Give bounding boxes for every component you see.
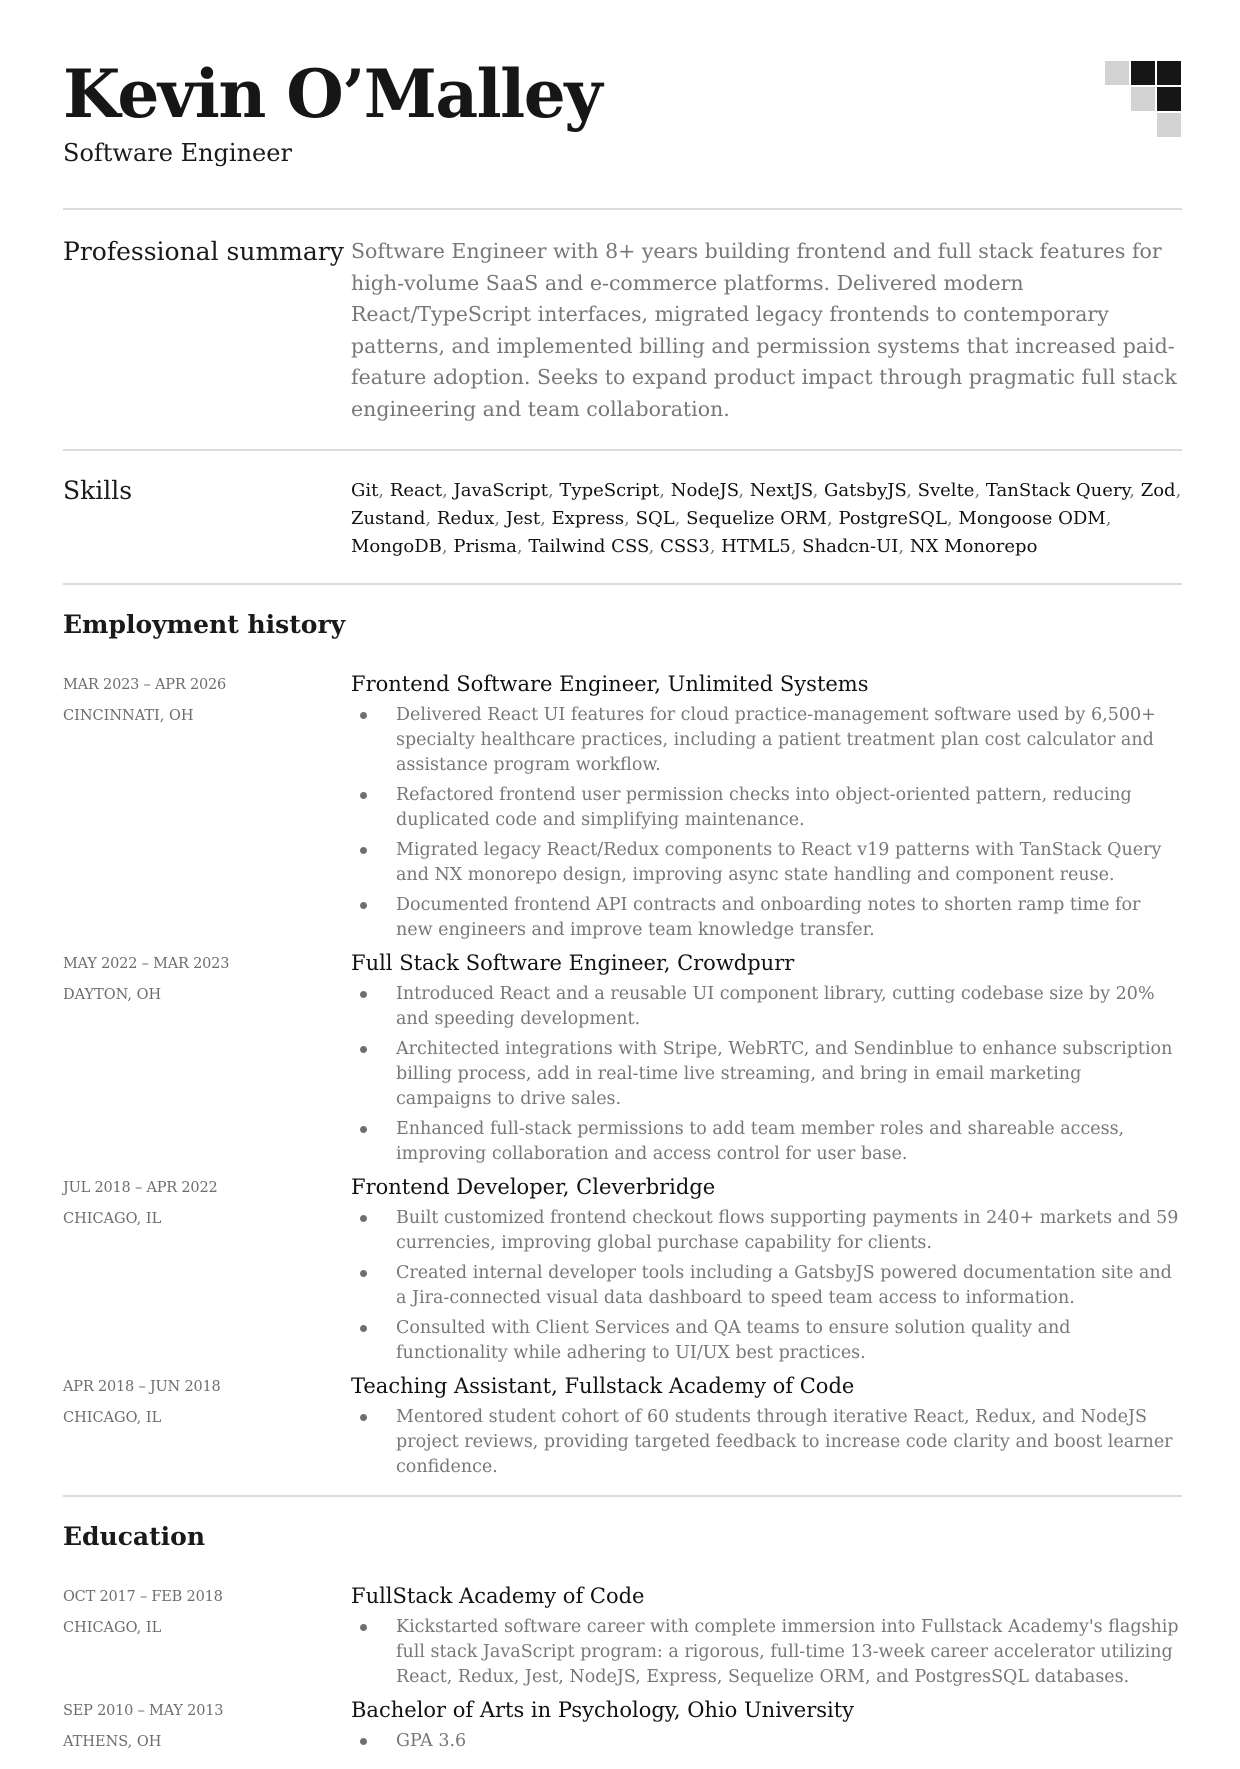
skill-item: MongoDB bbox=[351, 536, 442, 557]
entry-title: Bachelor of Arts in Psychology, Ohio University bbox=[351, 1698, 855, 1722]
bullet-list bbox=[351, 982, 1182, 1167]
entry-location: ATHENS, OH bbox=[63, 1734, 162, 1750]
skill-item: Sequelize ORM bbox=[686, 508, 827, 529]
resume-page bbox=[63, 0, 1182, 1769]
bullet-text: Introduced React and a reusable UI component library, cutting codebase size by 20% and speeding development. bbox=[396, 984, 1155, 1029]
skill-item: Zustand bbox=[351, 508, 426, 529]
jobs-list bbox=[63, 669, 1182, 1485]
bullet-text: Consulted with Client Services and QA teams to ensure solution quality and functionality while adhering to UI/UX best practices. bbox=[396, 1318, 1071, 1363]
bullet-text: GPA 3.6 bbox=[396, 1731, 467, 1751]
bullet-item bbox=[351, 1405, 1182, 1480]
bullet-item bbox=[351, 838, 1182, 888]
bullet-dot-icon bbox=[360, 1738, 367, 1745]
bullet-dot-icon bbox=[360, 1046, 367, 1053]
entry-dates: MAR 2023 – APR 2026 bbox=[63, 677, 227, 693]
logo-square bbox=[1131, 87, 1155, 111]
skill-item: NodeJS bbox=[670, 480, 739, 501]
bullet-text: Migrated legacy React/Redux components to React v19 patterns with TanStack Query and NX monorepo design, improving async state handling and component reuse. bbox=[396, 840, 1162, 885]
skill-item: Prisma bbox=[453, 536, 517, 557]
bullet-item bbox=[351, 1206, 1182, 1256]
skills-list: Git, React, JavaScript, TypeScript, NodeJS, NextJS, GatsbyJS, Svelte, TanStack Query, Zod, Zustand, Redux, Jest, Express, SQL, Sequelize ORM, PostgreSQL, Mongoose ODM, MongoDB, Prisma, Tailwind CSS, CSS3, HTML5, Shadcn-UI, NX Monorepo bbox=[351, 480, 1182, 557]
entry-title: Frontend Developer, Cleverbridge bbox=[351, 1175, 716, 1199]
skill-item: TypeScript bbox=[559, 480, 660, 501]
skill-item: HTML5 bbox=[721, 536, 791, 557]
bullet-list bbox=[351, 1405, 1182, 1480]
entry-title: FullStack Academy of Code bbox=[351, 1584, 645, 1608]
entry-dates: SEP 2010 – MAY 2013 bbox=[63, 1703, 224, 1719]
skill-item: CSS3 bbox=[660, 536, 710, 557]
bullet-item bbox=[351, 893, 1182, 943]
skill-item: Git bbox=[351, 480, 379, 501]
entry-dates: MAY 2022 – MAR 2023 bbox=[63, 956, 230, 972]
bullet-dot-icon bbox=[360, 1126, 367, 1133]
bullet-dot-icon bbox=[360, 1325, 367, 1332]
skill-item: PostgreSQL bbox=[838, 508, 947, 529]
bullet-list bbox=[351, 1729, 1182, 1754]
logo-square bbox=[1157, 61, 1181, 85]
logo-square bbox=[1105, 61, 1129, 85]
skill-item: Shadcn-UI bbox=[802, 536, 899, 557]
bullet-dot-icon bbox=[360, 792, 367, 799]
skill-item: Zod bbox=[1140, 480, 1176, 501]
skill-item: NX Monorepo bbox=[909, 536, 1038, 557]
logo-square bbox=[1157, 87, 1181, 111]
entry-title: Teaching Assistant, Fullstack Academy of Code bbox=[351, 1374, 855, 1398]
logo-square bbox=[1131, 61, 1155, 85]
bullet-text: Created internal developer tools including a GatsbyJS powered documentation site and a Jira-connected visual data dashboard to speed team access to information. bbox=[396, 1263, 1172, 1308]
bullet-text: Architected integrations with Stripe, WebRTC, and Sendinblue to enhance subscription billing process, add in real-time live streaming, and bring in email marketing campaigns to drive sales. bbox=[396, 1039, 1173, 1109]
bullet-text: Built customized frontend checkout flows supporting payments in 240+ markets and 59 currencies, improving global purchase capability for clients. bbox=[396, 1208, 1179, 1253]
employment-section bbox=[63, 585, 1182, 1497]
bullet-dot-icon bbox=[360, 991, 367, 998]
employment-heading: Employment history bbox=[63, 610, 346, 639]
summary-text: Software Engineer with 8+ years building frontend and full stack features for high-volume SaaS and e-commerce platforms. Delivered modern React/TypeScript interfaces, migrated legacy frontends to contemporary patterns, and implemented billing and permission systems that increased paid-feature adoption. Seeks to expand product impact through pragmatic full stack engineering and team collaboration. bbox=[351, 239, 1177, 421]
bullet-list bbox=[351, 1206, 1182, 1366]
skill-item: GatsbyJS bbox=[824, 480, 907, 501]
candidate-title: Software Engineer bbox=[63, 139, 292, 167]
entry-dates: OCT 2017 – FEB 2018 bbox=[63, 1589, 223, 1605]
education-entry bbox=[63, 1581, 1182, 1695]
entry-dates: JUL 2018 – APR 2022 bbox=[63, 1180, 218, 1196]
education-section bbox=[63, 1497, 1182, 1769]
entry-location: CHICAGO, IL bbox=[63, 1410, 162, 1426]
job-entry bbox=[63, 948, 1182, 1172]
skill-item: Svelte bbox=[917, 480, 975, 501]
summary-heading: Professional summary bbox=[63, 237, 344, 266]
bullet-list bbox=[351, 1615, 1182, 1690]
bullet-dot-icon bbox=[360, 1270, 367, 1277]
entry-location: CHICAGO, IL bbox=[63, 1211, 162, 1227]
education-list bbox=[63, 1581, 1182, 1759]
skills-heading: Skills bbox=[63, 476, 133, 505]
job-entry bbox=[63, 669, 1182, 948]
bullet-item bbox=[351, 1729, 1182, 1754]
bullet-item bbox=[351, 1117, 1182, 1167]
skill-item: Tailwind CSS bbox=[528, 536, 649, 557]
entry-title: Full Stack Software Engineer, Crowdpurr bbox=[351, 951, 795, 975]
resume-header bbox=[63, 0, 1182, 210]
education-heading: Education bbox=[63, 1522, 206, 1551]
bullet-item bbox=[351, 1037, 1182, 1112]
skill-item: SQL bbox=[635, 508, 675, 529]
entry-title: Frontend Software Engineer, Unlimited Systems bbox=[351, 672, 869, 696]
skills-section bbox=[63, 451, 1182, 585]
skill-item: Express bbox=[551, 508, 625, 529]
entry-location: CINCINNATI, OH bbox=[63, 708, 194, 724]
skill-item: Jest bbox=[505, 508, 541, 529]
candidate-name: Kevin O’Malley bbox=[63, 55, 602, 133]
entry-location: DAYTON, OH bbox=[63, 987, 162, 1003]
bullet-text: Enhanced full-stack permissions to add team member roles and shareable access, improving collaboration and access control for user base. bbox=[396, 1119, 1125, 1164]
bullet-item bbox=[351, 783, 1182, 833]
bullet-text: Refactored frontend user permission checks into object-oriented pattern, reducing duplicated code and simplifying maintenance. bbox=[396, 785, 1132, 830]
bullet-dot-icon bbox=[360, 712, 367, 719]
bullet-text: Mentored student cohort of 60 students through iterative React, Redux, and NodeJS project reviews, providing targeted feedback to increase code clarity and boost learner confidence. bbox=[396, 1407, 1173, 1477]
logo-square bbox=[1157, 113, 1181, 137]
bullet-item bbox=[351, 982, 1182, 1032]
bullet-dot-icon bbox=[360, 1414, 367, 1421]
bullet-item bbox=[351, 1261, 1182, 1311]
bullet-item bbox=[351, 1615, 1182, 1690]
bullet-item bbox=[351, 1316, 1182, 1366]
summary-section bbox=[63, 210, 1182, 451]
skill-item: Redux bbox=[436, 508, 495, 529]
bullet-item bbox=[351, 703, 1182, 778]
bullet-dot-icon bbox=[360, 902, 367, 909]
job-entry bbox=[63, 1371, 1182, 1485]
bullet-dot-icon bbox=[360, 1624, 367, 1631]
bullet-text: Documented frontend API contracts and onboarding notes to shorten ramp time for new engineers and improve team knowledge transfer. bbox=[396, 895, 1141, 940]
entry-dates: APR 2018 – JUN 2018 bbox=[63, 1379, 221, 1395]
skill-item: TanStack Query bbox=[985, 480, 1130, 501]
bullet-dot-icon bbox=[360, 1215, 367, 1222]
job-entry bbox=[63, 1172, 1182, 1371]
bullet-text: Delivered React UI features for cloud practice-management software used by 6,500+ specialty healthcare practices, including a patient treatment plan cost calculator and assistance program workflow. bbox=[396, 705, 1156, 775]
skill-item: JavaScript bbox=[453, 480, 548, 501]
skill-item: React bbox=[389, 480, 443, 501]
skill-item: Mongoose ODM bbox=[958, 508, 1106, 529]
skill-item: NextJS bbox=[749, 480, 813, 501]
entry-location: CHICAGO, IL bbox=[63, 1620, 162, 1636]
bullet-dot-icon bbox=[360, 847, 367, 854]
bullet-list bbox=[351, 703, 1182, 943]
bullet-text: Kickstarted software career with complete immersion into Fullstack Academy's flagship full stack JavaScript program: a rigorous, full-time 13-week career accelerator utilizing React, Redux, Jest, NodeJS, Express, Sequelize ORM, and PostgresSQL databases. bbox=[396, 1617, 1179, 1687]
education-entry bbox=[63, 1695, 1182, 1759]
logo-mark-icon bbox=[1105, 61, 1182, 139]
